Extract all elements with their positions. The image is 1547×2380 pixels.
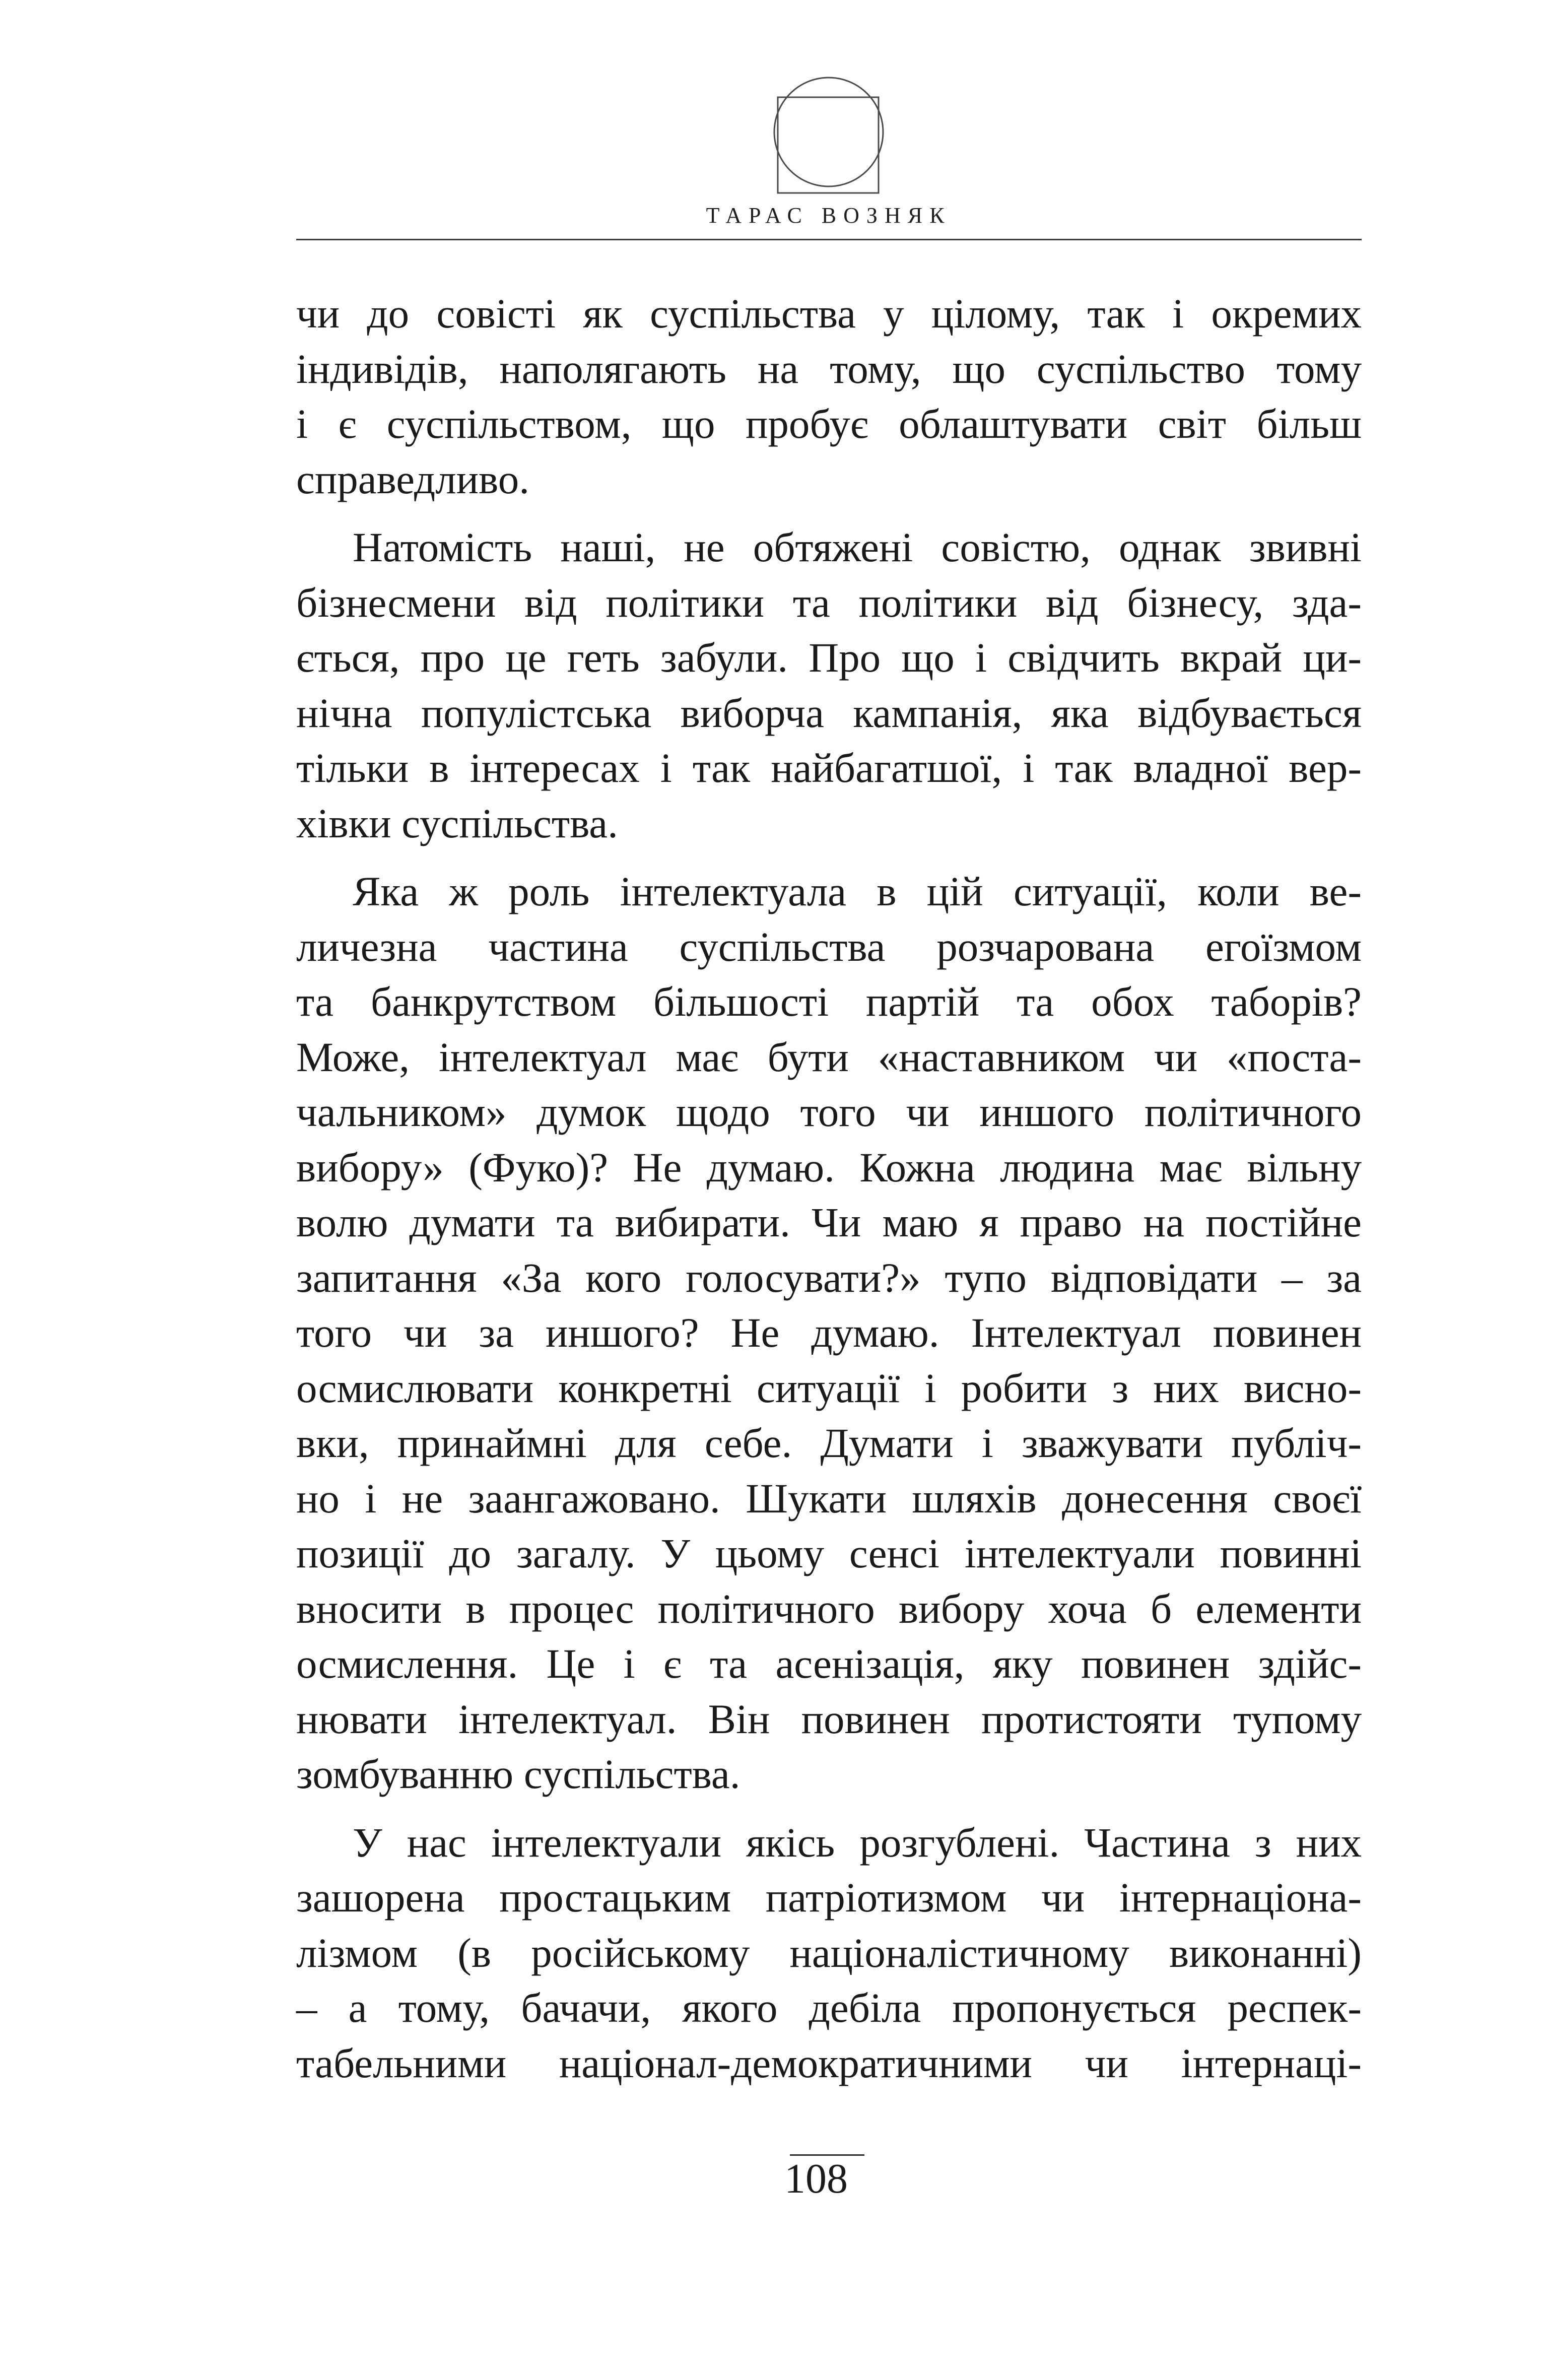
text-line: індивідів, наполягають на тому, що суспільство тому xyxy=(296,345,1362,392)
text-line: запитання «За кого голосувати?» тупо відповідати – за xyxy=(296,1254,1362,1301)
text-line: зомбуванню суспільства. xyxy=(296,1751,741,1797)
text-line: бізнесмени від політики та політики від бізнесу, зда- xyxy=(296,579,1362,626)
text-line: лізмом (в російському націоналістичному виконанні) xyxy=(296,1929,1362,1976)
text-line: позиції до загалу. У цьому сенсі інтелектуали повинні xyxy=(296,1530,1362,1576)
text-line: нювати інтелектуал. Він повинен протистояти тупому xyxy=(296,1695,1362,1742)
circle-square-emblem-icon xyxy=(771,74,887,195)
text-line: – а тому, бачачи, якого дебіла пропонується респек- xyxy=(296,1985,1362,2031)
text-line: Яка ж роль інтелектуала в цій ситуації, коли ве- xyxy=(353,868,1362,914)
paragraph xyxy=(296,864,1362,1802)
text-line: но і не заангажовано. Шукати шляхів донесення своєї xyxy=(296,1475,1362,1522)
text-line: справедливо. xyxy=(296,455,529,502)
text-line: вносити в процес політичного вибору хоча б елементи xyxy=(296,1585,1362,1632)
text-line: вибору» (Фуко)? Не думаю. Кожна людина має вільну xyxy=(296,1144,1362,1191)
text-line: Натомість наші, не обтяжені совістю, однак звивні xyxy=(353,524,1362,570)
paragraph xyxy=(296,286,1362,507)
text-line: та банкрутством більшості партій та обох таборів? xyxy=(296,978,1362,1025)
text-line: хівки суспільства. xyxy=(296,800,618,846)
text-line: волю думати та вибирати. Чи маю я право на постійне xyxy=(296,1199,1362,1245)
text-line: того чи за иншого? Не думаю. Інтелектуал повинен xyxy=(296,1309,1362,1356)
text-line: чи до совісті як суспільства у цілому, так і окремих xyxy=(296,290,1362,337)
running-head-author: ТАРАС ВОЗНЯК xyxy=(706,203,952,228)
header-rule xyxy=(296,239,1362,240)
text-line: осмислювати конкретні ситуації і робити з них висно- xyxy=(296,1364,1362,1411)
text-line: Може, інтелектуал має бути «наставником чи «поста- xyxy=(296,1033,1362,1080)
body-text xyxy=(296,286,1362,2104)
text-line: чальником» думок щодо того чи иншого політичного xyxy=(296,1089,1362,1135)
text-line: осмислення. Це і є та асенізація, яку повинен здійс- xyxy=(296,1640,1362,1687)
text-line: і є суспільством, що пробує облаштувати світ більш xyxy=(296,401,1362,447)
text-line: ється, про це геть забули. Про що і свідчить вкрай ци- xyxy=(296,634,1362,681)
text-line: зашорена простацьким патріотизмом чи інтернаціона- xyxy=(296,1874,1362,1921)
text-line: тільки в інтересах і так найбагатшої, і так владної вер- xyxy=(296,745,1362,791)
text-line: личезна частина суспільства розчарована егоїзмом xyxy=(296,923,1362,970)
text-line: нічна популістська виборча кампанія, яка відбувається xyxy=(296,689,1362,736)
paragraph xyxy=(296,520,1362,851)
page-number: 108 xyxy=(784,2155,848,2202)
text-line: табельними націонал-демократичними чи інтернаці- xyxy=(296,2039,1362,2086)
text-line: вки, принаймні для себе. Думати і зважувати публіч- xyxy=(296,1420,1362,1466)
text-line: У нас інтелектуали якісь розгублені. Частина з них xyxy=(353,1819,1362,1866)
paragraph xyxy=(296,1815,1362,2091)
